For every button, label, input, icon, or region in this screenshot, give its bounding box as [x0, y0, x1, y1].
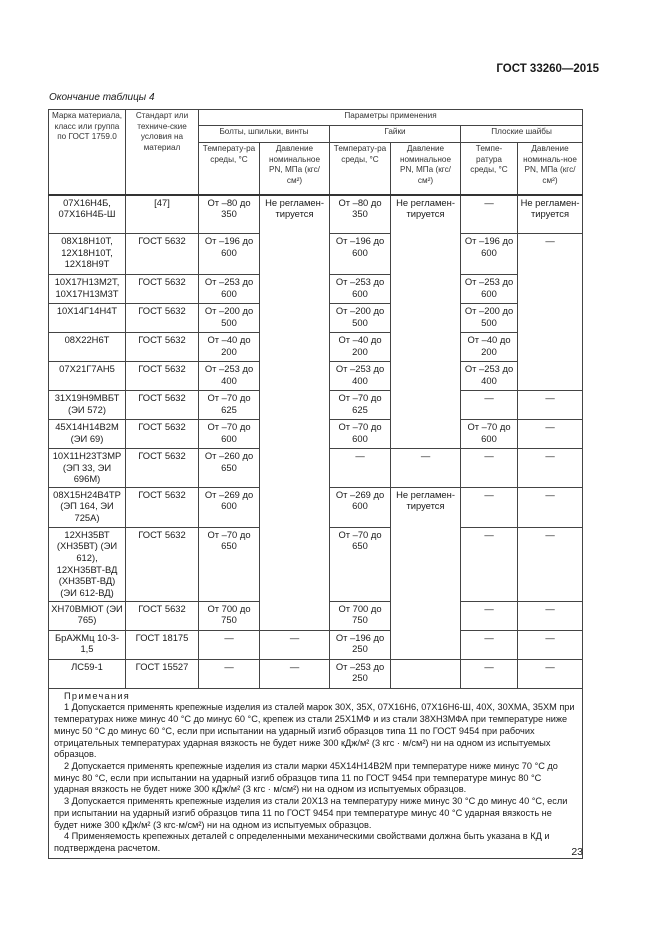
temp-nuts-cell: От –40 до 200: [330, 333, 391, 362]
pressure-bolts-merged-cell: Не регламен-тируется: [260, 195, 330, 631]
header-temp-washers: Темпе-ратура среды, °C: [461, 143, 518, 195]
pressure-nuts-cell: —: [391, 449, 461, 488]
header-parameters: Параметры применения: [199, 110, 583, 126]
pressure-washers-cell: —: [518, 420, 583, 449]
header-temp-nuts: Температу-ра среды, °C: [330, 143, 391, 195]
pressure-washers-cell: —: [518, 527, 583, 601]
grade-cell: 08Х18Н10Т, 12Х18Н10Т, 12Х18Н9Т: [49, 234, 126, 275]
header-standard: Стандарт или техниче-ские условия на материал: [126, 110, 199, 195]
table-row: [49, 195, 583, 234]
grade-cell: 07Х16Н4Б, 07Х16Н4Б-Ш: [49, 195, 126, 234]
notes-title: Примечания: [64, 690, 131, 701]
header-pressure-washers: Давление номиналь-ное PN, МПа (кгс/см²): [518, 143, 583, 195]
application-parameters-table: [48, 109, 583, 859]
temp-nuts-cell: От –70 до 650: [330, 527, 391, 601]
temp-bolts-cell: От 700 до 750: [199, 601, 260, 630]
page-number: 23: [571, 846, 583, 858]
standard-cell: ГОСТ 5632: [126, 487, 199, 527]
grade-cell: ХН70ВМЮТ (ЭИ 765): [49, 601, 126, 630]
header-pressure-bolts: Давление номинальное PN, МПа (кгс/см²): [260, 143, 330, 195]
temp-nuts-cell: От –70 до 625: [330, 391, 391, 420]
pressure-washers-cell: —: [518, 601, 583, 630]
header-nuts: Гайки: [330, 126, 461, 143]
pressure-washers-cell: —: [518, 659, 583, 688]
grade-cell: 10Х14Г14Н4Т: [49, 304, 126, 333]
grade-cell: 12ХН35ВТ (ХН35ВТ) (ЭИ 612), 12ХН35ВТ-ВД (ХН35ВТ-ВД) (ЭИ 612-ВД): [49, 527, 126, 601]
standard-cell: [47]: [126, 195, 199, 234]
grade-cell: ЛС59-1: [49, 659, 126, 688]
standard-cell: ГОСТ 5632: [126, 449, 199, 488]
pressure-washers-cell: —: [518, 487, 583, 527]
temp-bolts-cell: От –40 до 200: [199, 333, 260, 362]
temp-nuts-cell: От –253 до 400: [330, 362, 391, 391]
temp-washers-cell: —: [461, 601, 518, 630]
grade-cell: 45Х14Н14В2М (ЭИ 69): [49, 420, 126, 449]
pressure-washers-cell: —: [518, 391, 583, 420]
pressure-bolts-cell: —: [260, 659, 330, 688]
table-row: [49, 630, 583, 659]
temp-bolts-cell: От –253 до 400: [199, 362, 260, 391]
header-washers: Плоские шайбы: [461, 126, 583, 143]
temp-bolts-cell: —: [199, 659, 260, 688]
temp-nuts-cell: От –200 до 500: [330, 304, 391, 333]
document-code: ГОСТ 33260—2015: [496, 63, 599, 75]
temp-bolts-cell: От –260 до 650: [199, 449, 260, 488]
table-row: [49, 659, 583, 688]
grade-cell: 10Х17Н13М2Т, 10Х17Н13М3Т: [49, 275, 126, 304]
standard-cell: ГОСТ 5632: [126, 333, 199, 362]
temp-nuts-cell: От 700 до 750: [330, 601, 391, 630]
temp-bolts-cell: От –196 до 600: [199, 234, 260, 275]
temp-washers-cell: От –40 до 200: [461, 333, 518, 362]
temp-washers-cell: —: [461, 449, 518, 488]
temp-washers-cell: От –196 до 600: [461, 234, 518, 275]
standard-cell: ГОСТ 5632: [126, 275, 199, 304]
pressure-washers-cell: —: [518, 630, 583, 659]
header-pressure-nuts: Давление номинальное PN, МПа (кгс/см²): [391, 143, 461, 195]
grade-cell: 08Х15Н24В4ТР (ЭП 164, ЭИ 725А): [49, 487, 126, 527]
temp-washers-cell: От –253 до 600: [461, 275, 518, 304]
temp-nuts-cell: От –196 до 250: [330, 630, 391, 659]
temp-nuts-cell: От –80 до 350: [330, 195, 391, 234]
standard-cell: ГОСТ 18175: [126, 630, 199, 659]
temp-bolts-cell: —: [199, 630, 260, 659]
grade-cell: 10Х11Н23Т3МР (ЭП 33, ЭИ 696М): [49, 449, 126, 488]
temp-nuts-cell: От –70 до 600: [330, 420, 391, 449]
notes-row: [49, 688, 583, 858]
pressure-nuts-merged-cell: Не регламен-тируется: [391, 195, 461, 449]
standard-cell: ГОСТ 15527: [126, 659, 199, 688]
temp-washers-cell: От –200 до 500: [461, 304, 518, 333]
temp-nuts-cell: От –253 до 600: [330, 275, 391, 304]
pressure-washers-cell: —: [518, 449, 583, 488]
standard-cell: ГОСТ 5632: [126, 601, 199, 630]
standard-cell: ГОСТ 5632: [126, 234, 199, 275]
temp-bolts-cell: От –70 до 600: [199, 420, 260, 449]
grade-cell: 07Х21Г7АН5: [49, 362, 126, 391]
note-item: 1 Допускается применять крепежные изделия из сталей марок 30Х, 35Х, 07Х16Н6, 07Х16Н6-Ш, 40Х, 30ХМА, 35ХМ при температурах ниже минус 40 °С до минус 60 °С, крепеж из стали 25Х1МФ и из стали 38ХН3МФА при температуре ниже минус 50 °С до минус 60 °С, если при испытании на ударный изгиб образцов типа 11 по ГОСТ 9454 при рабочих отрицательных температурах ударная вязкость не будет ниже 300 кДж/м² (3 кгс · м/см²) ни на одном из испытуемых образцов.: [54, 702, 575, 760]
grade-cell: 31Х19Н9МВБТ (ЭИ 572): [49, 391, 126, 420]
pressure-nuts-cell: [391, 659, 461, 688]
temp-washers-cell: —: [461, 195, 518, 234]
temp-bolts-cell: От –80 до 350: [199, 195, 260, 234]
note-item: 2 Допускается применять крепежные изделия из стали марки 45Х14Н14В2М при температуре ниже минус 70 °С до минус 80 °С, если при испытании на ударный изгиб образцов типа 11 по ГОСТ 9454 при температуре минус 80 °С ударная вязкость не будет ниже 300 кДж/м² (3 кгс · м/см²) ни на одном из испытуемых образцов.: [54, 761, 558, 795]
temp-washers-cell: —: [461, 527, 518, 601]
pressure-washers-cell: Не регламен-тируется: [518, 195, 583, 234]
header-grade: Марка материала, класс или группа по ГОСТ 1759.0: [49, 110, 126, 195]
temp-nuts-cell: —: [330, 449, 391, 488]
pressure-bolts-cell: —: [260, 630, 330, 659]
grade-cell: БрАЖМц 10-3-1,5: [49, 630, 126, 659]
temp-washers-cell: —: [461, 659, 518, 688]
standard-cell: ГОСТ 5632: [126, 527, 199, 601]
temp-washers-cell: От –253 до 400: [461, 362, 518, 391]
temp-nuts-cell: От –253 до 250: [330, 659, 391, 688]
note-item: 4 Применяемость крепежных деталей с определенными механическими свойствами должна быть указана в КД и подтверждена расчетом.: [54, 831, 550, 853]
temp-nuts-cell: От –269 до 600: [330, 487, 391, 527]
header-bolts: Болты, шпильки, винты: [199, 126, 330, 143]
grade-cell: 08Х22Н6Т: [49, 333, 126, 362]
temp-washers-cell: От –70 до 600: [461, 420, 518, 449]
temp-washers-cell: —: [461, 630, 518, 659]
note-item: 3 Допускается применять крепежные изделия из стали 20Х13 на температуру ниже минус 30 °С до минус 40 °С, если при испытании на ударный изгиб образцов типа 11 по ГОСТ 9454 при температуре минус 40 °С ударная вязкость не будет ниже 300 кДж/м² (3 кгс·м/см²) ни на одном из испытуемых образцов.: [54, 796, 568, 830]
temp-washers-cell: —: [461, 487, 518, 527]
temp-washers-cell: —: [461, 391, 518, 420]
header-temp-bolts: Температу-ра среды, °C: [199, 143, 260, 195]
pressure-nuts-merged-cell: Не регламен-тируется: [391, 487, 461, 659]
temp-bolts-cell: От –70 до 650: [199, 527, 260, 601]
standard-cell: ГОСТ 5632: [126, 304, 199, 333]
temp-bolts-cell: От –253 до 600: [199, 275, 260, 304]
table-caption: Окончание таблицы 4: [49, 92, 155, 103]
pressure-washers-cell: —: [518, 234, 583, 391]
standard-cell: ГОСТ 5632: [126, 362, 199, 391]
temp-bolts-cell: От –70 до 625: [199, 391, 260, 420]
standard-cell: ГОСТ 5632: [126, 420, 199, 449]
temp-bolts-cell: От –269 до 600: [199, 487, 260, 527]
notes-cell: [49, 688, 583, 858]
temp-bolts-cell: От –200 до 500: [199, 304, 260, 333]
temp-nuts-cell: От –196 до 600: [330, 234, 391, 275]
standard-cell: ГОСТ 5632: [126, 391, 199, 420]
